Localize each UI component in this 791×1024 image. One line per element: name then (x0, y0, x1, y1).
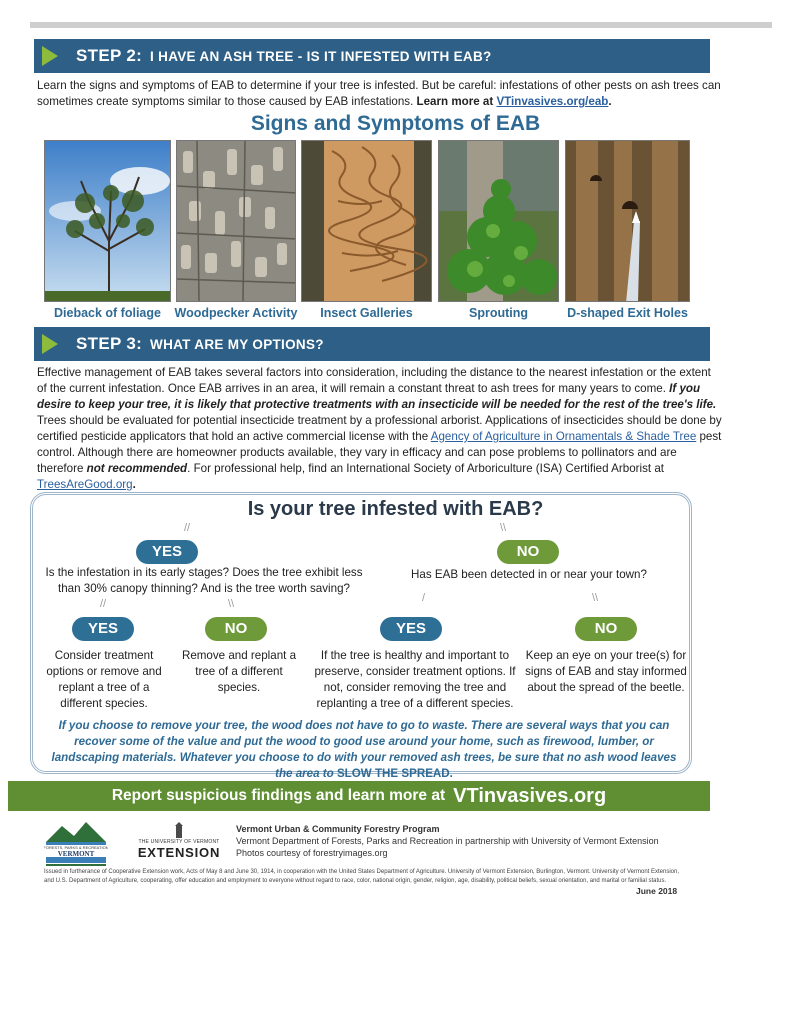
report-banner (8, 781, 710, 811)
step2-header (34, 39, 710, 73)
treesaregood-link[interactable]: TreesAreGood.org (37, 478, 133, 491)
report-text: Report suspicious findings and learn more at (111, 787, 446, 804)
fine-print: Issued in furtherance of Cooperative Extension work, Acts of May 8 and June 30, 1914, in cooperation with the United States Department of Agriculture. University of Vermont Extension, Burlington, Vermont. University of Vermont Extension, and U.S. Department of Agriculture, cooperating, offer education and employment to everyone without regard to race, color, national origin, gender, religion, age, disability, political beliefs, sexual orientation, and marital or familial status. (44, 869, 680, 884)
credits (236, 823, 659, 859)
credits-partners: Vermont Department of Forests, Parks and Recreation in partnership with University of Vermont Extension (236, 836, 659, 846)
play-arrow-icon (42, 334, 58, 354)
step2-title: I HAVE AN ASH TREE - IS IT INFESTED WITH EAB? (150, 48, 492, 64)
connector-icon: / (422, 592, 426, 604)
caption-insect-galleries: Insect Galleries (320, 306, 413, 320)
step3-label: STEP 3: (76, 334, 143, 353)
step3-body (37, 365, 722, 493)
photo-dieback (44, 140, 171, 302)
step3-text-2: Trees should be evaluated for potential insecticide treatment by a professional arborist. Applications of insecticides should be done by certified pesticide applicators that hold an active commercial license with the (37, 414, 722, 443)
uvm-extension-logo (134, 822, 224, 862)
play-arrow-icon (42, 46, 58, 66)
photo-woodpecker (176, 140, 296, 302)
wood-note-text: If you choose to remove your tree, the wood does not have to go to waste. There are several ways that you can recover some of the value and put the wood to good use around your home, such as firewood, lumber, or landscaping materials. Whatever you choose to do with your removed ash trees, be sure that no ash wood leaves the area to (51, 719, 677, 780)
step2-label: STEP 2: (76, 46, 143, 65)
photo-insect-galleries (301, 140, 432, 302)
uvm-extension-text: EXTENSION (137, 845, 221, 860)
no-no-pill: NO (575, 617, 637, 641)
no-yes-pill: YES (380, 617, 442, 641)
step2-intro-text: Learn the signs and symptoms of EAB to determine if your tree is infested. But be careful: infestations of other pests on ash trees can sometimes create symptoms similar to those caused by EAB infestations. (37, 79, 721, 108)
no-pill: NO (497, 540, 559, 564)
uvm-tower-icon (173, 822, 185, 838)
connector-icon: // (100, 598, 107, 610)
no-yes-text: If the tree is healthy and important to preserve, consider treatment options. If not, consider removing the tree and replanting a tree of a different species. (314, 649, 516, 710)
fpr-logo-vermont: VERMONT (57, 850, 95, 858)
step2-period: . (608, 95, 612, 108)
no-no-text: Keep an eye on your tree(s) for signs of EAB and stay informed about the spread of the beetle. (525, 649, 687, 694)
credits-title: Vermont Urban & Community Forestry Program (236, 824, 440, 834)
yes-no-text: Remove and replant a tree of a different species. (181, 649, 297, 694)
not-recommended: not recommended (86, 462, 188, 475)
learn-more-label: Learn more at (416, 95, 497, 108)
caption-dieback: Dieback of foliage (54, 306, 161, 320)
step3-emphasis: If you desire to keep your tree, it is likely that protective treatments with an insecticide will be needed for the rest of the tree's life. (37, 382, 717, 411)
no-question: Has EAB been detected in or near your town? (411, 568, 647, 581)
step3-period: . (132, 478, 136, 491)
flow-question: Is your tree infested with EAB? (247, 498, 544, 520)
agency-link[interactable]: Agency of Agriculture in Ornamentals & Shade Tree (430, 430, 697, 443)
step2-intro (37, 78, 722, 110)
connector-icon: // (184, 522, 191, 534)
step3-title: WHAT ARE MY OPTIONS? (150, 336, 324, 352)
step3-text-3: pest control. Although there are homeowner products available, they vary in efficacy and can pose problems to pollinators and are therefore (37, 430, 722, 475)
report-site-link[interactable]: VTinvasives.org (453, 784, 607, 807)
step3-header (34, 327, 710, 361)
signs-heading: Signs and Symptoms of EAB (250, 112, 541, 135)
vtinvasives-eab-link[interactable]: VTinvasives.org/eab (496, 95, 609, 108)
connector-icon: \\ (592, 592, 599, 604)
wood-note (44, 718, 684, 782)
top-rule (30, 22, 772, 28)
slow-the-spread: SLOW THE SPREAD. (336, 767, 453, 780)
photo-exit-holes (565, 140, 690, 302)
yes-yes-text: Consider treatment options or remove and replant a tree of a different species. (46, 649, 162, 710)
connector-icon: \\ (500, 522, 507, 534)
step3-text-1: Effective management of EAB takes several factors into consideration, including the distance to the nearest infestation or the extent of the current infestation. Once EAB arrives in an area, it will remain a constant threat to ash trees for many years to come. (37, 366, 711, 395)
yes-pill: YES (136, 540, 198, 564)
caption-sprouting: Sprouting (468, 306, 528, 320)
vermont-fpr-logo (44, 818, 108, 868)
credits-photos: Photos courtesy of forestryimages.org (236, 848, 388, 858)
caption-woodpecker: Woodpecker Activity (174, 306, 298, 320)
yes-yes-pill: YES (72, 617, 134, 641)
yes-no-pill: NO (205, 617, 267, 641)
yes-question: Is the infestation in its early stages? Does the tree exhibit less than 30% canopy thinning? And is the tree worth saving? (45, 566, 363, 595)
fpr-logo-top: FORESTS, PARKS & RECREATION (44, 845, 108, 850)
connector-icon: \\ (228, 598, 235, 610)
publication-date: June 2018 (636, 886, 678, 896)
uvm-small-text: THE UNIVERSITY OF VERMONT (138, 839, 220, 845)
photo-sprouting (438, 140, 559, 302)
caption-exit-holes: D-shaped Exit Holes (567, 306, 688, 320)
step3-text-4: . For professional help, find an International Society of Arboriculture (ISA) Certified Arborist at (187, 462, 664, 475)
